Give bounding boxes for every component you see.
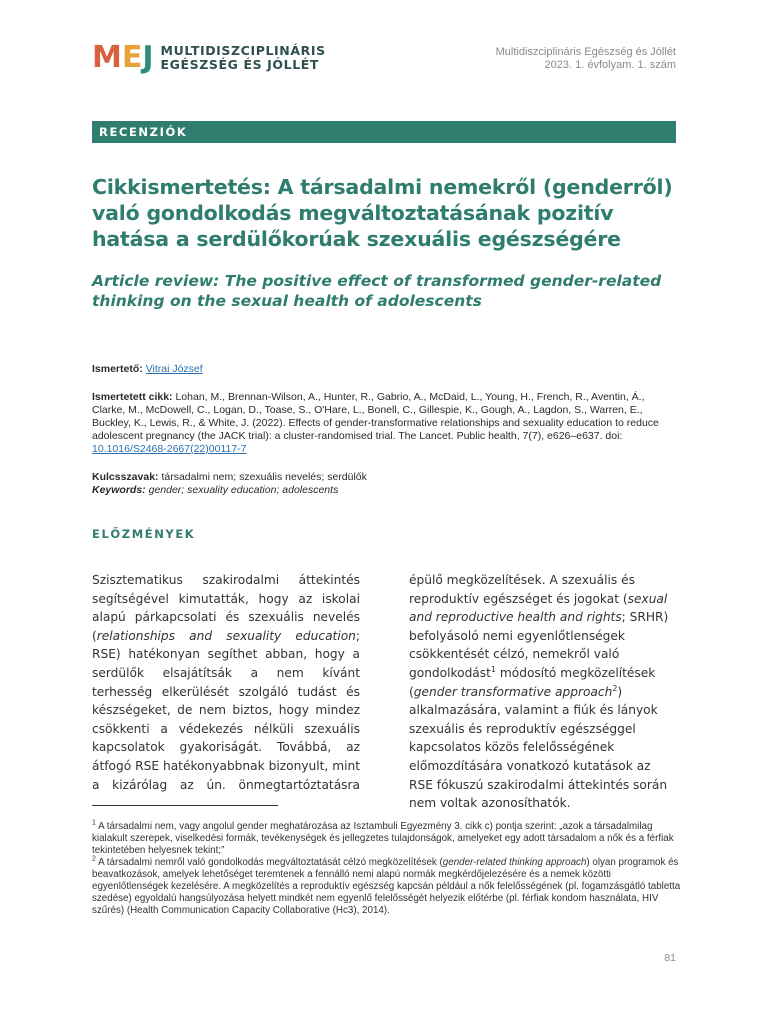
doi-link[interactable]: 10.1016/S2468-2667(22)00117-7	[92, 443, 247, 455]
col-right-text-2: ; SRHR) befolyásoló nemi egyenlőtlenségek csökkentését célzó, nemekről való gondolkodást	[409, 610, 669, 680]
col-right-italic-2: gender transformative approach	[413, 684, 613, 699]
journal-volume: 2023. 1. évfolyam. 1. szám	[544, 59, 676, 71]
footnote-1-mark: 1	[92, 819, 96, 827]
reviewed-article-citation: Lohan, M., Brennan-Wilson, A., Hunter, R., Gabrio, A., McDaid, L., Young, H., French, R., Aventin, Á., Clarke, M., McDowell, C., Logan, D., Toase, S., O'Hare, L., Bonell, C., Gillespie, K., Gough, A., Lagdon, S., Warren, E., Buckley, K., Lewis, R., & White, J. (2022). Effects of gender-transformative relationships and sexuality education to reduce adolescent pregnancy (the JACK trial): a cluster-randomised trial. The Lancet. Public health, 7(7), e626–e637. doi:	[92, 391, 659, 442]
column-left	[92, 571, 360, 794]
keywords-en-label: Keywords:	[92, 484, 146, 496]
reviewer-link[interactable]: Vitrai József	[145, 363, 203, 375]
logo-letter-j: J	[142, 40, 153, 75]
reviewed-article-label: Ismertetett cikk:	[92, 391, 173, 403]
logo-text	[161, 44, 326, 72]
section-heading: ELŐZMÉNYEK	[92, 527, 196, 541]
keywords-hu-label: Kulcsszavak:	[92, 471, 159, 483]
keywords-en-text: gender; sexuality education; adolescents	[148, 484, 339, 496]
footnote-1	[92, 821, 682, 857]
col-left-text-2: ; RSE) hatékonyan segíthet abban, hogy a serdülők elsajátítsák a nem kívánt terhesség elkerülését szolgáló tudást és készségeket, de nem biztos, hogy mindez csökkenti a védekezés nélküli szexuális kapcsolatok gyakoriságát. Továbbá, az átfogó RSE hatékonyabbnak bizonyult, mint a kizárólag az ún. önmegtartóztatásra	[92, 628, 360, 792]
logo-letter-e: E	[121, 40, 142, 75]
col-left-text-1: Szisztematikus szakirodalmi áttekintés segítségével kimutatták, hogy az iskolai alapú párkapcsolati és szexuális nevelés (	[92, 573, 360, 643]
article-title: Cikkismertetés: A társadalmi nemekről (genderről) való gondolkodás megváltoztatásának pozitív hatása a serdülőkorúak szexuális egészségére	[92, 175, 673, 251]
keywords-hu	[92, 471, 676, 484]
page-number: 81	[664, 952, 676, 964]
logo-line-2: EGÉSZSÉG ÉS JÓLLÉT	[160, 57, 320, 72]
col-right-text-4: ) alkalmazására, valamint a fiúk és lányok szexuális és reproduktív egészséggel kapcsolatos közös felelősségének előmozdítására vonatkozó kutatások az RSE fókuszú szakirodalmi áttekintés során nem voltak azonosíthatók.	[409, 684, 668, 811]
footnote-2-mark: 2	[92, 855, 96, 863]
keywords-hu-text: társadalmi nem; szexuális nevelés; serdülők	[161, 471, 367, 483]
keywords-en	[92, 484, 676, 497]
col-right-text-1: épülő megközelítések. A szexuális és reproduktív egészséget és jogokat (	[409, 573, 635, 606]
logo-mark	[92, 40, 153, 75]
section-bar	[92, 121, 676, 143]
journal-name: Multidiszciplináris Egészség és Jóllét	[495, 46, 676, 58]
footnote-ref-1[interactable]: 1	[490, 664, 497, 674]
footnote-2-text-b: ) olyan programok és beavatkozások, amelyek lehetőséget teremtenek a fennálló nemi alapú normák megkérdőjelezésére és a nemek közötti egyenlőtlenségek kezelésére. A megközelítés a reproduktív egészség kapcsán például a nők felelősségének (pl. fogamzásgátló tabletta szedése) egyoldalú hangsúlyozása helyett mindkét nem egyenlő felelősségét helyezik előtérbe (pl. férfiak kondom használata, HIV szűrés) (Health Communication Capacity Collaborative (Hc3), 2014).	[92, 857, 681, 916]
footnote-divider	[92, 805, 278, 806]
reviewed-article	[92, 391, 676, 456]
col-right-text-3: módosító megközelítések (	[409, 665, 656, 699]
logo-line-1: MULTIDISZCIPLINÁRIS	[160, 43, 326, 58]
footnote-ref-2[interactable]: 2	[612, 683, 618, 693]
footnote-2-italic: gender-related thinking approach	[442, 857, 587, 868]
reviewer-label: Ismertető:	[92, 363, 143, 375]
section-label: RECENZIÓK	[99, 125, 188, 139]
footnote-2-text-a: A társadalmi nemről való gondolkodás megváltoztatását célzó megközelítések (	[95, 857, 443, 868]
journal-logo	[92, 40, 326, 75]
article-subtitle: Article review: The positive effect of transformed gender-related thinking on the sexual health of adolescents	[92, 272, 662, 310]
footnotes	[92, 821, 682, 917]
footnote-2	[92, 857, 682, 917]
footnote-1-text: A társadalmi nem, vagy angolul gender meghatározása az Isztambuli Egyezmény 3. cikk c) pontja szerint: „azok a társadalmilag kialakult szerepek, viselkedési formák, tevékenységek és jellegzetes tulajdonságok, amelyeket egy adott társadalom a nők és a férfiak tekintetében helyesnek tekint;”	[92, 821, 674, 856]
column-right	[409, 571, 677, 813]
col-left-italic: relationships and sexuality education	[96, 628, 356, 643]
logo-letter-m: M	[92, 40, 121, 75]
reviewer-line	[92, 363, 676, 376]
journal-info	[496, 46, 676, 72]
col-right-italic-1: sexual and reproductive health and rights	[409, 591, 668, 625]
